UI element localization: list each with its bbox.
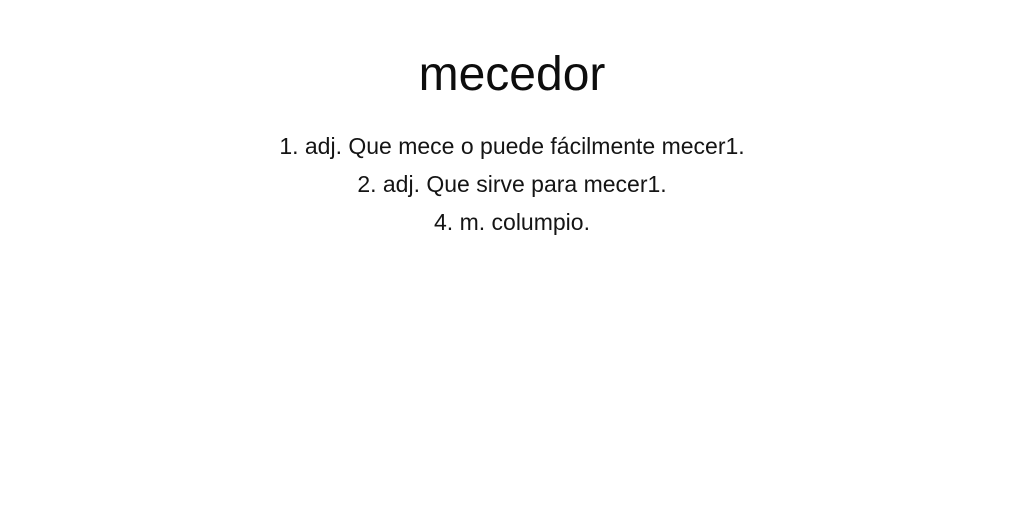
definition-item: 1. adj. Que mece o puede fácilmente mecer1. — [279, 133, 745, 159]
definition-item: 4. m. columpio. — [434, 209, 590, 235]
definition-list — [0, 127, 1024, 241]
definition-item: 2. adj. Que sirve para mecer1. — [357, 171, 667, 197]
headword-title: mecedor — [418, 48, 606, 101]
